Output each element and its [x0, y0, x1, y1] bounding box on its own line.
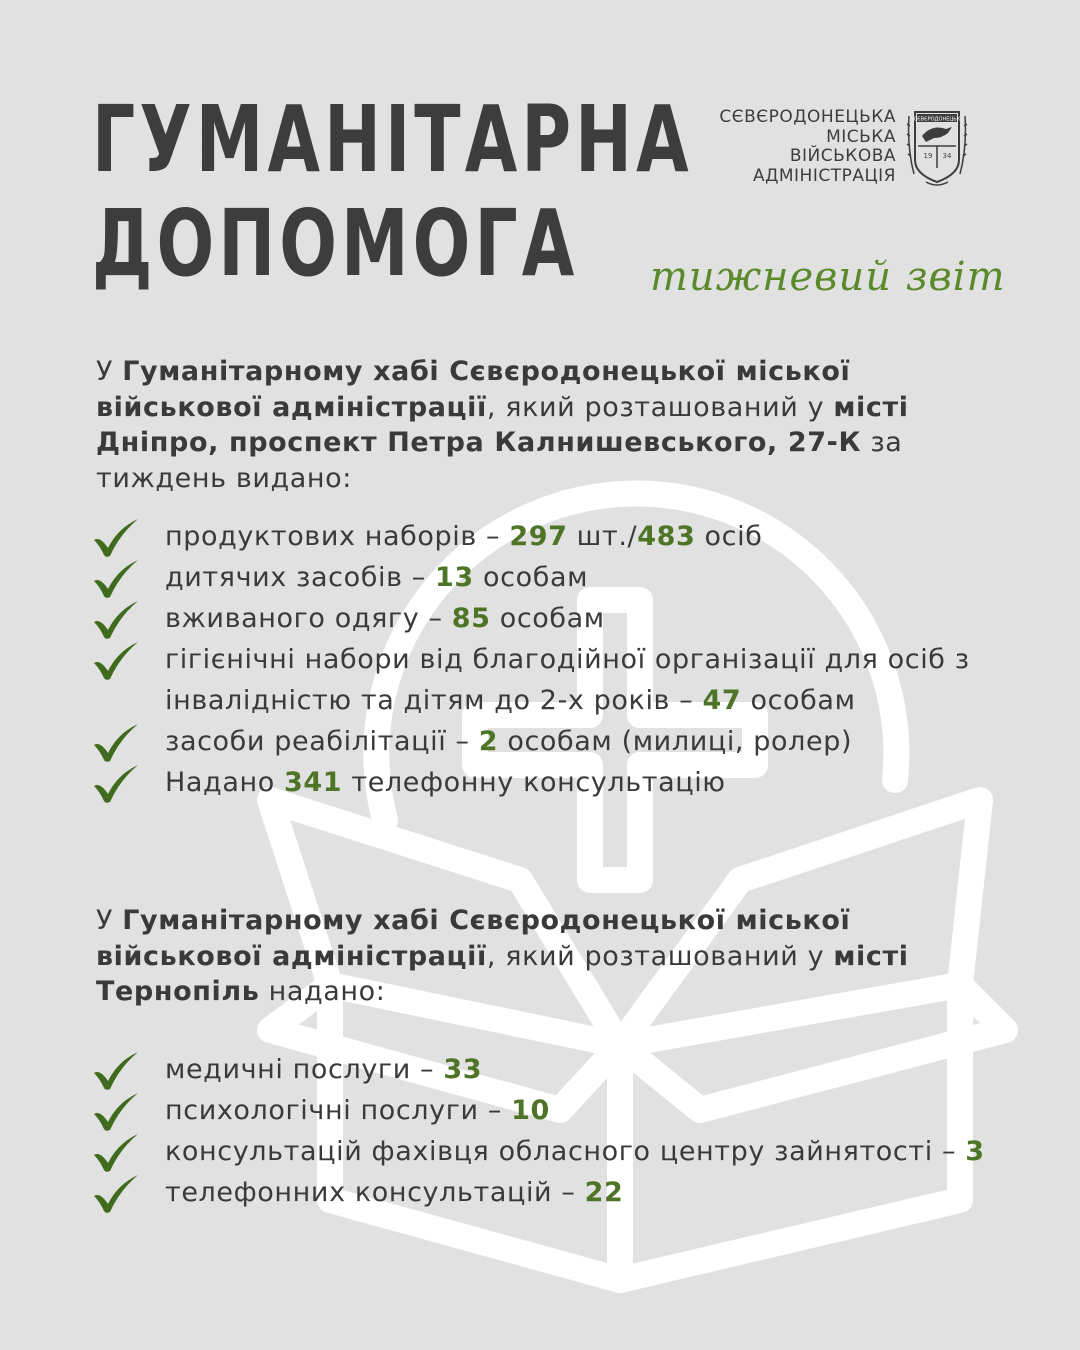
value-number: 85	[451, 603, 491, 634]
value-number: 47	[702, 685, 742, 716]
value-number: 22	[584, 1177, 624, 1208]
dnipro-hub-intro: У Гуманітарному хабі Сєвєродонецької міської військової адміністрації, який розташований у місті Дніпро, проспект Петра Калнишевського, 27-К за тиждень видано:	[96, 356, 909, 494]
hub-address: місті Дніпро, проспект Петра Калнишевського, 27-К	[96, 391, 909, 458]
hub-city: місті Тернопіль	[96, 940, 909, 1007]
value-number: 2	[478, 726, 499, 757]
value-number: 483	[637, 521, 696, 552]
list-item: дитячих засобів – 13 особам	[92, 557, 992, 598]
list-item: продуктових наборів – 297 шт./483 осіб	[92, 516, 992, 557]
checkmark-icon	[92, 1133, 140, 1173]
emblem-year-left: 19	[923, 152, 933, 160]
list-item: консультацій фахівця обласного центру зайнятості – 3	[92, 1131, 992, 1172]
checkmark-icon	[92, 1051, 140, 1091]
checkmark-icon	[92, 600, 140, 640]
value-number: 33	[443, 1054, 483, 1085]
city-coat-of-arms-icon	[906, 102, 968, 188]
title-line-1: ГУМАНІТАРНА	[92, 86, 693, 193]
ternopil-hub-intro: У Гуманітарному хабі Сєвєродонецької міської військової адміністрації, який розташований у місті Тернопіль надано:	[96, 905, 909, 1007]
value-number: 297	[509, 521, 568, 552]
hub-name: Гуманітарному хабі Сєвєродонецької міської військової адміністрації	[96, 356, 851, 423]
organization-name	[636, 108, 896, 186]
checkmark-icon	[92, 559, 140, 599]
weekly-report-subtitle: тижневий звіт	[650, 254, 1006, 300]
list-item: засоби реабілітації – 2 особам (милиці, ролер)	[92, 721, 992, 762]
list-item: Надано 341 телефонну консультацію	[92, 762, 992, 803]
checkmark-icon	[92, 723, 140, 763]
ternopil-aid-list	[92, 1049, 992, 1213]
value-number: 13	[435, 562, 474, 593]
org-line-1: СЄВЄРОДОНЕЦЬКА	[719, 107, 896, 127]
value-number: 3	[965, 1136, 985, 1167]
emblem-label: СЄВЄРОДОНЕЦЬК	[913, 116, 961, 123]
list-item: медичні послуги – 33	[92, 1049, 992, 1090]
list-item: вживаного одягу – 85 особам	[92, 598, 992, 639]
value-number: 341	[284, 767, 343, 798]
list-item: гігієнічні набори від благодійної організації для осіб з інвалідністю та дітям до 2-х років – 47 особам	[92, 639, 992, 721]
page-title	[92, 88, 693, 296]
hub-name: Гуманітарному хабі Сєвєродонецької міської військової адміністрації	[96, 905, 851, 972]
emblem-year-right: 34	[942, 152, 952, 160]
list-item: телефонних консультацій – 22	[92, 1172, 992, 1213]
org-line-3: ВІЙСЬКОВА	[789, 146, 896, 166]
org-line-4: АДМІНІСТРАЦІЯ	[752, 165, 896, 186]
title-line-2: ДОПОМОГА	[92, 190, 579, 297]
checkmark-icon	[92, 641, 140, 681]
value-number: 10	[511, 1095, 550, 1126]
dnipro-aid-list	[92, 516, 992, 803]
checkmark-icon	[92, 764, 140, 804]
checkmark-icon	[92, 1174, 140, 1214]
list-item: психологічні послуги – 10	[92, 1090, 992, 1131]
checkmark-icon	[92, 1092, 140, 1132]
checkmark-icon	[92, 518, 140, 558]
org-line-2: МІСЬКА	[826, 126, 896, 147]
